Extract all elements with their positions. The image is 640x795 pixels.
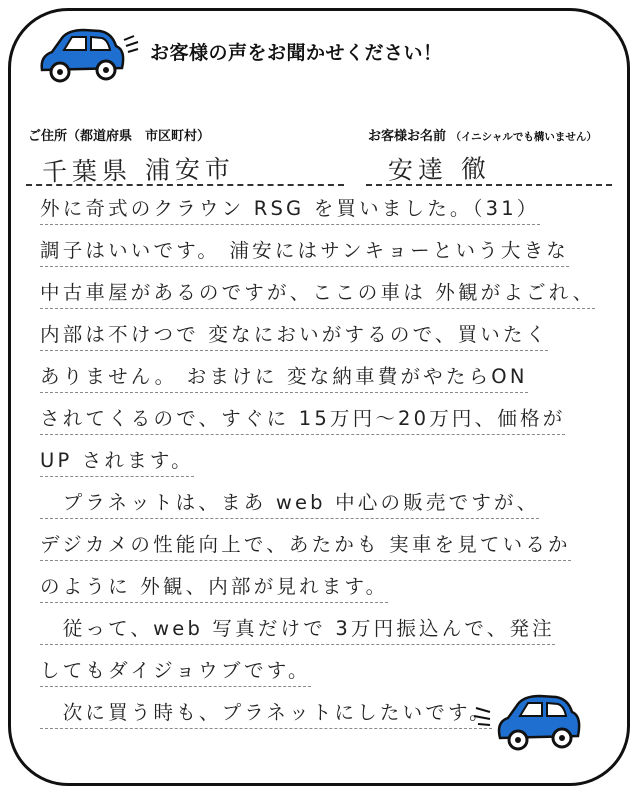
name-label: お客様お名前	[368, 129, 447, 144]
letter-line: デジカメの性能向上で、あたかも 実車を見ているか	[40, 530, 571, 561]
letter-line: 外に奇式のクラウン RSG を買いました。（31）	[40, 194, 540, 225]
name-underline	[366, 184, 612, 186]
address-value: 千葉県 浦安市	[41, 154, 236, 187]
letter-line: 中古車屋があるのですが、ここの車は 外観がよごれ、	[40, 278, 595, 309]
letter-line: 調子はいいです。 浦安にはサンキョーという大きな	[40, 236, 569, 267]
form-title: お客様の声をお聞かせください！	[150, 42, 443, 64]
car-icon	[34, 22, 144, 92]
letter-line: 次に買う時も、プラネットにしたいです。	[40, 698, 492, 729]
letter-line: UP されます。	[40, 446, 194, 477]
name-note: （イニシャルでも構いません）	[450, 131, 597, 143]
letter-line: 従って、web 写真だけで 3万円振込んで、発注	[40, 614, 555, 645]
letter-line: のように 外観、内部が見れます。	[40, 572, 388, 603]
address-underline	[26, 184, 344, 186]
car-icon	[470, 688, 590, 758]
letter-line: ありません。 おまけに 変な納車費がやたらON	[40, 362, 528, 393]
address-label: ご住所（都道府県 市区町村）	[28, 129, 211, 144]
letter-line: 内部は不けつで 変なにおいがするので、買いたく	[40, 320, 548, 351]
name-value: 安達 徹	[387, 154, 492, 185]
letter-line: されてくるので、すぐに 15万円〜20万円、価格が	[40, 404, 565, 435]
letter-line: プラネットは、まあ web 中心の販売ですが、	[40, 488, 539, 519]
name-label-group	[368, 125, 597, 144]
letter-line: してもダイジョウブです。	[40, 656, 311, 687]
